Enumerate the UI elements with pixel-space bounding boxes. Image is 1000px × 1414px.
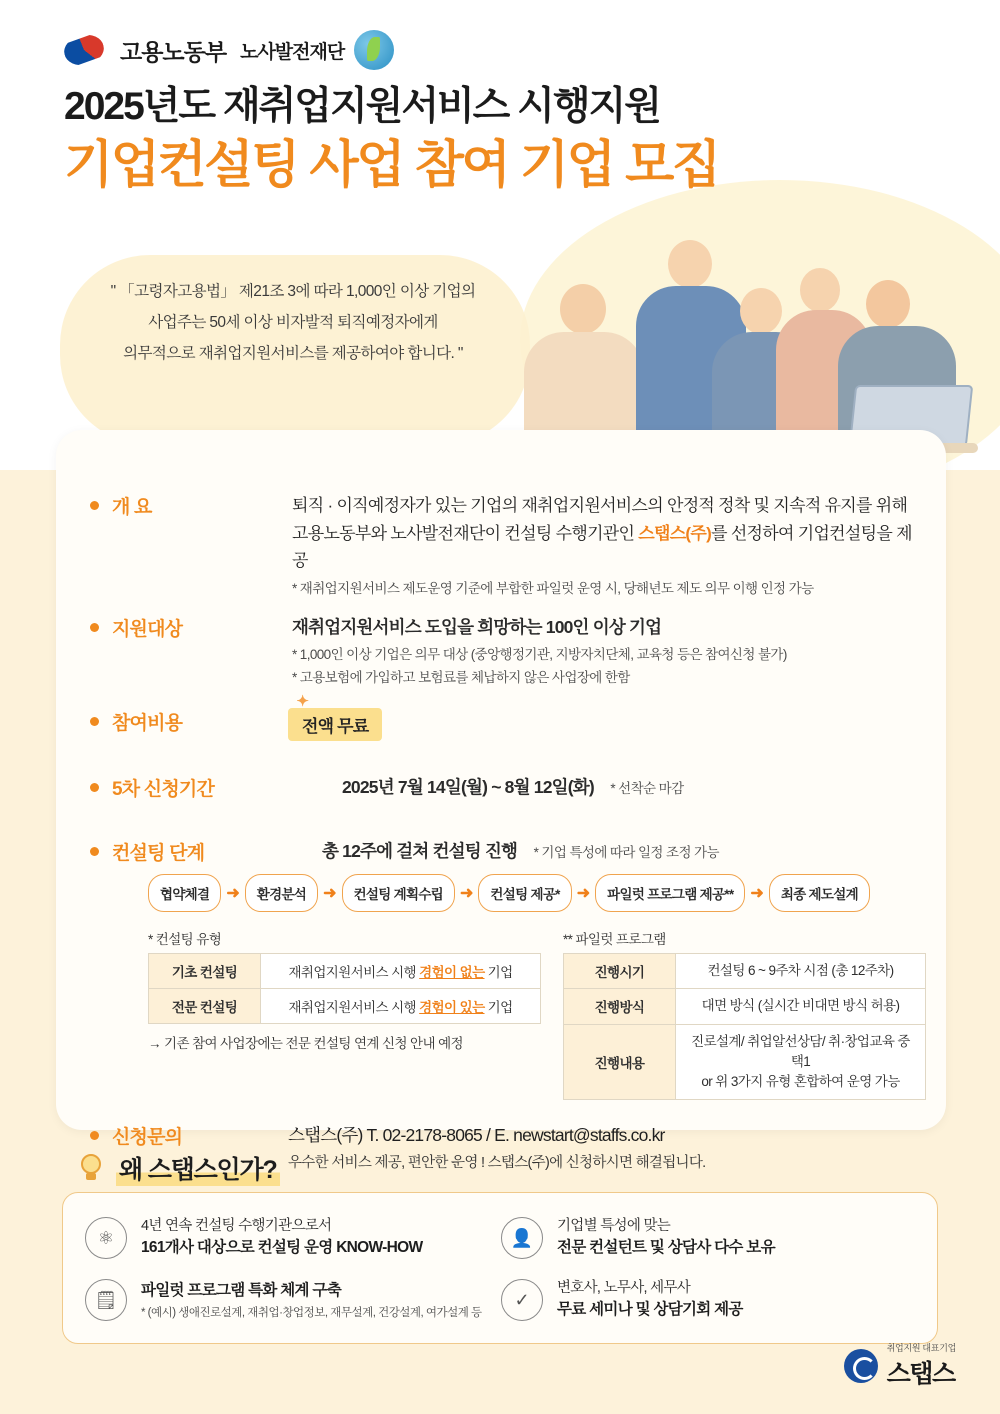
- why-title: 왜 스탭스인가?: [116, 1150, 280, 1186]
- title-block: [0, 72, 1000, 196]
- pilot-method-body: 대면 방식 (실시간 비대면 방식 허용): [676, 989, 926, 1024]
- why-item-2-line1: 기업별 특성에 맞는: [557, 1218, 671, 1235]
- table-row: [149, 954, 541, 989]
- bullet-icon: [90, 783, 99, 792]
- type-basic-head: 기초 컨설팅: [149, 954, 261, 989]
- contact-line2: 우수한 서비스 제공, 편안한 운영 ! 스탭스(주)에 신청하시면 해결됩니다.: [288, 1155, 706, 1172]
- law-quote-line2: 사업주는 50세 이상 비자발적 퇴직예정자에게: [148, 314, 438, 331]
- row-target-body: [292, 614, 946, 689]
- flow-node-1: 협약체결: [148, 874, 221, 912]
- target-note2: * 고용보험에 가입하고 보험료를 체납하지 않은 사업장에 한함: [292, 670, 630, 686]
- hand-check-icon: ✓: [501, 1279, 543, 1321]
- consulting-type-caption: * 컨설팅 유형: [148, 932, 222, 948]
- pilot-content-line2: or 위 3가지 유형 혼합하여 운영 가능: [701, 1074, 900, 1090]
- overview-line1: 퇴직 · 이직예정자가 있는 기업의 재취업지원서비스의 안정적 정착 및 지속적 유지를 위해: [292, 496, 908, 515]
- pilot-caption: ** 파일럿 프로그램: [563, 932, 666, 948]
- poster-title-line1: 2025년도 재취업지원서비스 시행지원: [64, 85, 660, 128]
- pilot-content-line1: 진로설계/ 취업알선상담/ 취·창업교육 중 택1: [691, 1033, 910, 1069]
- why-item-3-line2: 파일럿 프로그램 특화 체계 구축: [141, 1281, 341, 1299]
- contact-line1[interactable]: 스탭스(주) T. 02-2178-8065 / E. newstart@staffs.co.kr: [288, 1125, 665, 1146]
- staffs-logo: [844, 1341, 956, 1390]
- logo-row: [0, 0, 1000, 72]
- law-quote: [78, 276, 508, 369]
- why-heading: [76, 1150, 280, 1186]
- atom-icon: ⚛: [85, 1217, 127, 1259]
- taegeuk-icon: [62, 28, 106, 72]
- why-item-3: [85, 1269, 501, 1331]
- ministry-logo-label: 고용노동부: [120, 38, 227, 65]
- table-row: [564, 989, 926, 1024]
- overview-highlight: 스탭스(주): [638, 523, 712, 543]
- foundation-logo-label: 노사발전재단: [240, 41, 345, 63]
- detail-tables: [148, 928, 946, 1100]
- period-value: 2025년 7월 14일(월) ~ 8월 12일(화): [342, 776, 594, 797]
- period-note: * 선착순 마감: [610, 780, 684, 796]
- row-steps-body: [322, 838, 946, 864]
- target-note1: * 1,000인 이상 기업은 의무 대상 (중앙행정기관, 지방자치단체, 교육청 등은 참여신청 불가): [292, 646, 787, 662]
- why-item-4-line1: 변호사, 노무사, 세무사: [557, 1280, 691, 1297]
- law-quote-line3: 의무적으로 재취업지원서비스를 제공하여야 합니다. ": [123, 345, 463, 362]
- type-basic-pre: 재취업지원서비스 시행: [288, 965, 420, 981]
- bullet-icon: [90, 847, 99, 856]
- flow-node-2: 환경분석: [245, 874, 318, 912]
- type-pro-body: [261, 989, 541, 1024]
- overview-line2-b: 를 선정하여 기업컨설팅을 제공: [292, 523, 912, 571]
- consulting-type-table-wrap: [148, 928, 541, 1100]
- staffs-mark-icon: [844, 1349, 878, 1383]
- row-overview-body: [292, 492, 946, 600]
- consultant-icon: 👤: [501, 1217, 543, 1259]
- table-row: [564, 1024, 926, 1100]
- pilot-content-head: 진행내용: [564, 1024, 676, 1100]
- type-pro-em: 경험이 있는: [419, 1000, 485, 1016]
- why-item-4: [501, 1269, 917, 1331]
- type-pro-post: 기업: [484, 1000, 513, 1016]
- row-steps-label: 컨설팅 단계: [112, 842, 205, 864]
- why-item-3-note: * (예시) 생애진로설계, 재취업·창업정보, 재무설계, 건강설계, 여가설계 등: [141, 1307, 482, 1320]
- pilot-time-head: 진행시기: [564, 954, 676, 989]
- steps-main: 총 12주에 걸쳐 컨설팅 진행: [322, 840, 518, 861]
- overview-line2-a: 고용노동부와 노사발전재단이 컨설팅 수행기관인: [292, 523, 639, 543]
- row-cost-body: [288, 692, 946, 741]
- target-main: 재취업지원서비스 도입을 희망하는 100인 이상 기업: [292, 616, 662, 637]
- flow-node-6: 최종 제도설계: [769, 874, 870, 912]
- bullet-icon: [90, 717, 99, 726]
- staffs-logo-sub: 취업지원 대표기업: [886, 1343, 956, 1353]
- steps-note: * 기업 특성에 따라 일정 조정 가능: [533, 844, 719, 860]
- row-cost: [56, 692, 946, 764]
- type-basic-post: 기업: [484, 965, 513, 981]
- table-row: [564, 954, 926, 989]
- row-overview-label: 개 요: [112, 497, 152, 518]
- why-item-1-line2: 161개사 대상으로 컨설팅 운영 KNOW-HOW: [141, 1239, 423, 1257]
- type-basic-body: [261, 954, 541, 989]
- bullet-icon: [90, 623, 99, 632]
- people-illustration: [508, 228, 978, 453]
- type-pro-head: 전문 컨설팅: [149, 989, 261, 1024]
- pilot-method-head: 진행방식: [564, 989, 676, 1024]
- why-grid: [63, 1193, 939, 1345]
- sparkle-icon: ✦: [296, 692, 309, 710]
- content-rows: [56, 492, 946, 1176]
- poster-title-line2: 기업컨설팅 사업 참여 기업 모집: [64, 135, 719, 193]
- table-row: [149, 989, 541, 1024]
- pilot-content-body: [676, 1024, 926, 1100]
- type-basic-em: 경험이 없는: [419, 965, 485, 981]
- row-contact-body: [288, 1122, 946, 1172]
- flow-node-5: 파일럿 프로그램 제공**: [595, 874, 745, 912]
- overview-note: * 재취업지원서비스 제도운영 기준에 부합한 파일럿 운영 시, 당해년도 제도 의무 이행 인정 가능: [292, 580, 814, 596]
- row-overview: [56, 492, 946, 600]
- flow-node-4: 컨설팅 제공*: [478, 874, 571, 912]
- poster-header: [0, 0, 1000, 196]
- bullet-icon: [90, 501, 99, 510]
- flow-node-3: 컨설팅 계획수립: [342, 874, 455, 912]
- bullet-icon: [90, 1131, 99, 1140]
- why-item-2: [501, 1207, 917, 1269]
- why-item-4-line2: 무료 세미나 및 상담기회 제공: [557, 1301, 743, 1319]
- pilot-table: [563, 953, 926, 1100]
- flow-arrow-icon: ➜: [226, 885, 240, 903]
- clipboard-icon: 🗒: [85, 1279, 127, 1321]
- flow-arrow-icon: ➜: [750, 885, 764, 903]
- row-steps: [56, 838, 946, 1100]
- flow-arrow-icon: ➜: [460, 885, 474, 903]
- flow-arrow-icon: ➜: [323, 885, 337, 903]
- lightbulb-icon: [76, 1151, 106, 1185]
- why-item-1-line1: 4년 연속 컨설팅 수행기관으로서: [141, 1218, 332, 1235]
- pilot-time-body: 컨설팅 6 ~ 9주차 시점 (총 12주차): [676, 954, 926, 989]
- row-target: [56, 614, 946, 700]
- leaf-icon: [354, 30, 394, 70]
- overview-line2: [292, 520, 922, 575]
- row-period: [56, 774, 946, 826]
- row-cost-label: 참여비용: [112, 712, 183, 734]
- row-period-label: 5차 신청기간: [112, 778, 215, 800]
- law-quote-line1: " 「고령자고용법」 제21조 3에 따라 1,000인 이상 기업의: [110, 283, 476, 300]
- type-pro-pre: 재취업지원서비스 시행: [288, 1000, 420, 1016]
- cost-badge: 전액 무료: [288, 708, 382, 741]
- why-item-1: [85, 1207, 501, 1269]
- staffs-logo-name: 스탭스: [886, 1360, 955, 1388]
- flow-arrow-icon: ➜: [576, 885, 591, 903]
- consulting-flow: [148, 874, 946, 912]
- row-period-body: [342, 774, 946, 800]
- why-box: [62, 1192, 938, 1344]
- pilot-table-wrap: [563, 928, 926, 1100]
- why-item-2-line2: 전문 컨설턴트 및 상담사 다수 보유: [557, 1239, 775, 1257]
- row-contact-label: 신청문의: [112, 1127, 183, 1149]
- consulting-type-table: [148, 953, 541, 1024]
- consulting-type-footnote: → 기존 참여 사업장에는 전문 컨설팅 연계 신청 안내 예정: [148, 1036, 463, 1052]
- row-target-label: 지원대상: [112, 618, 183, 640]
